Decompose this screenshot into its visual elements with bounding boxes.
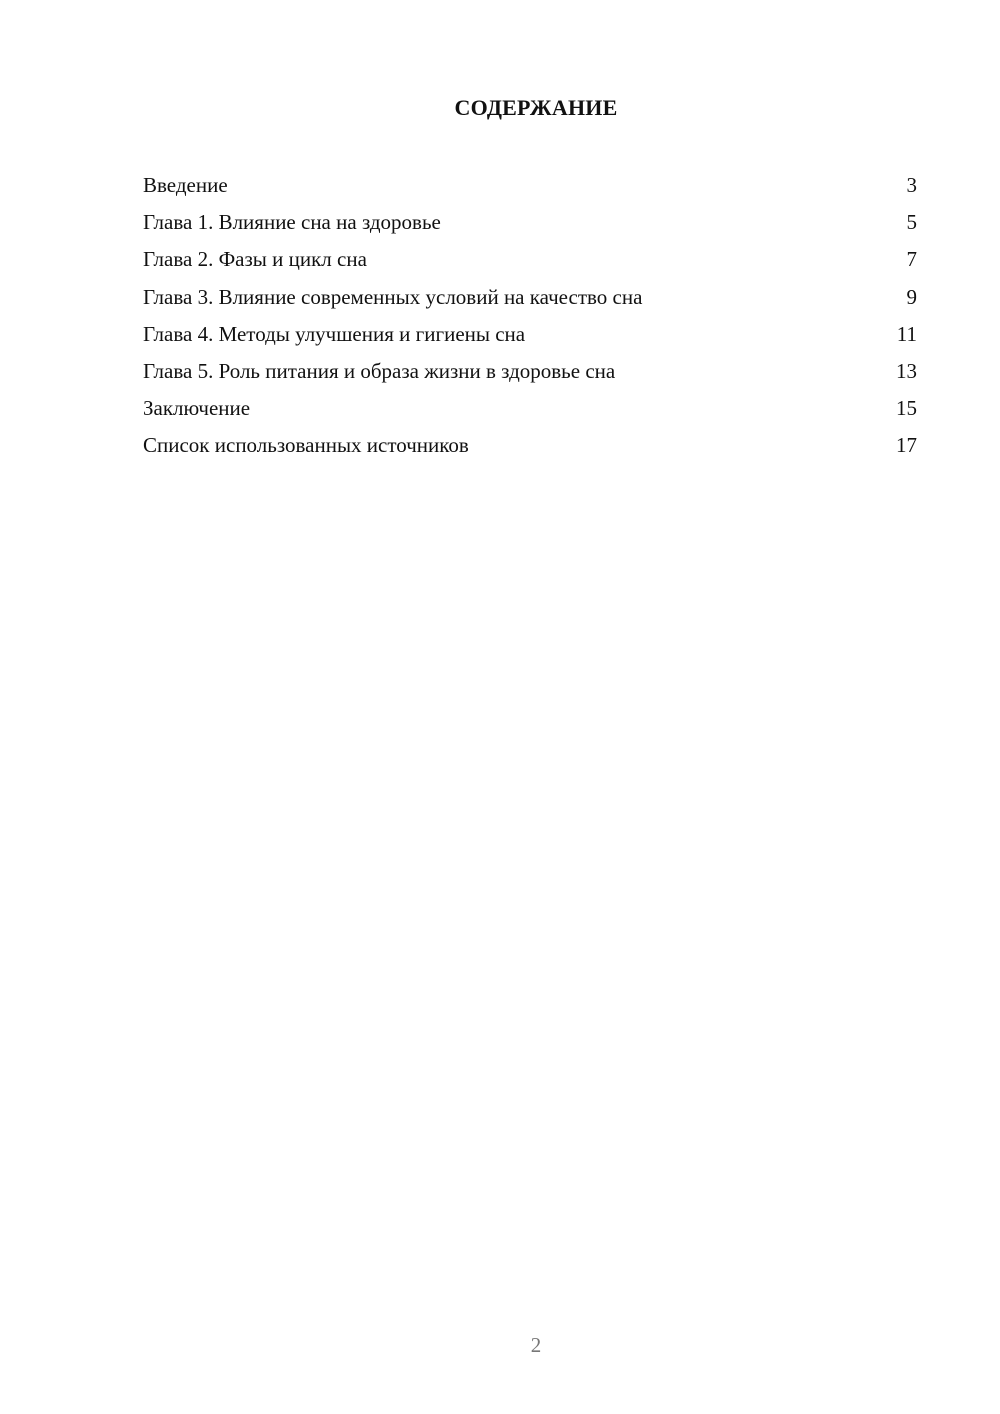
toc-entry-page: 13 (896, 358, 917, 383)
toc-entry-page: 17 (896, 433, 917, 458)
toc-entry-chapter-4 (143, 316, 919, 353)
toc-entry-page: 9 (906, 284, 917, 309)
toc-entry-chapter-1 (143, 204, 919, 241)
toc-entry-page: 5 (906, 210, 917, 235)
toc-entry-conclusion (143, 390, 919, 427)
toc-entry-title: Глава 5. Роль питания и образа жизни в здоровье сна (143, 358, 616, 383)
toc-entry-introduction (143, 167, 919, 204)
page-number: 2 (530, 1333, 542, 1357)
toc-entry-page: 11 (896, 321, 917, 346)
page-title: СОДЕРЖАНИЕ (454, 95, 618, 120)
toc-entry-title: Глава 1. Влияние сна на здоровье (143, 210, 441, 235)
toc-entry-title: Глава 4. Методы улучшения и гигиены сна (143, 321, 526, 346)
table-of-contents (143, 167, 919, 465)
toc-entry-page: 15 (896, 396, 917, 421)
toc-entry-chapter-3 (143, 279, 919, 316)
toc-entry-title: Заключение (143, 396, 251, 421)
toc-entry-page: 7 (906, 247, 917, 272)
toc-entry-title: Глава 2. Фазы и цикл сна (143, 247, 367, 272)
toc-entry-title: Список использованных источников (143, 433, 469, 458)
toc-entry-title: Введение (143, 173, 228, 197)
toc-entry-page: 3 (906, 173, 917, 197)
toc-entry-references (143, 427, 919, 464)
toc-entry-chapter-2 (143, 241, 919, 278)
toc-entry-chapter-5 (143, 353, 919, 390)
toc-entry-title: Глава 3. Влияние современных условий на качество сна (143, 284, 643, 309)
